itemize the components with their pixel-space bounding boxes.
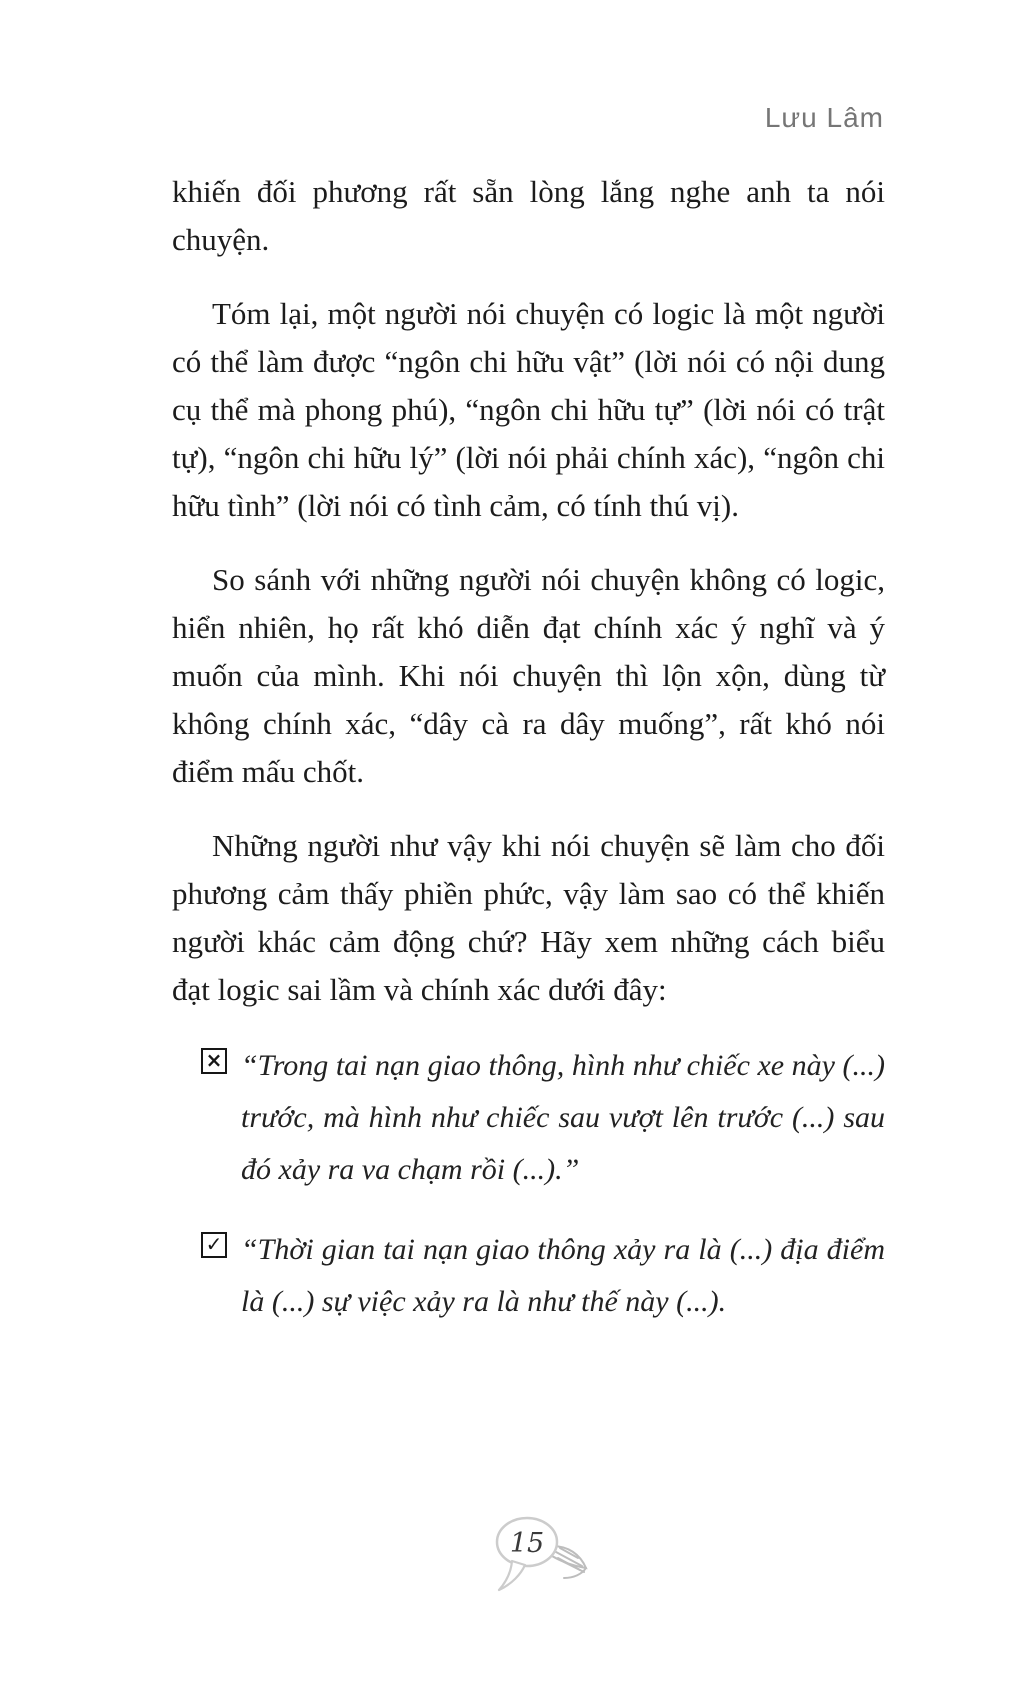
bubble-tail — [499, 1561, 525, 1590]
list-item-wrong-example — [201, 1040, 885, 1196]
paragraph-lead-in: Những người như vậy khi nói chuyện sẽ làm cho đối phương cảm thấy phiền phức, vậy làm sao có thể khiến người khác cảm động chứ? Hãy xem những cách biểu đạt logic sai lầm và chính xác dưới đây: — [172, 828, 885, 1007]
paragraph-summary: Tóm lại, một người nói chuyện có logic là một người có thể làm được “ngôn chi hữu vật” (lời nói có nội dung cụ thể mà phong phú), “ngôn chi hữu tự” (lời nói có trật tự), “ngôn chi hữu lý” (lời nói phải chính xác), “ngôn chi hữu tình” (lời nói có tình cảm, có tính thú vị). — [172, 296, 885, 523]
running-header-author: Lưu Lâm — [764, 102, 884, 133]
page-footer — [494, 1512, 604, 1602]
check-glyph: ✓ — [205, 1232, 223, 1256]
wrong-example-text: “Trong tai nạn giao thông, hình như chiếc xe này (...) trước, mà hình như chiếc sau vượt lên trước (...) sau đó xảy ra va chạm rồi (...).” — [241, 1049, 885, 1186]
page-number: 15 — [509, 1528, 545, 1559]
speech-bubble-icon — [494, 1512, 604, 1602]
page-content — [172, 168, 885, 1356]
paragraph-continuation: khiến đối phương rất sẵn lòng lắng nghe anh ta nói chuyện. — [172, 174, 885, 257]
paragraph-comparison: So sánh với những người nói chuyện không có logic, hiển nhiên, họ rất khó diễn đạt chính xác ý nghĩ và ý muốn của mình. Khi nói chuyện thì lộn xộn, dùng từ không chính xác, “dây cà ra dây muống”, rất khó nói điểm mấu chốt. — [172, 562, 885, 789]
correct-example-text: “Thời gian tai nạn giao thông xảy ra là (...) địa điểm là (...) sự việc xảy ra là như thế này (...). — [241, 1233, 885, 1318]
cross-glyph: × — [205, 1048, 223, 1072]
feather-icon — [552, 1546, 586, 1578]
example-list — [172, 1040, 885, 1328]
checked-checkbox-icon — [201, 1232, 227, 1258]
crossed-checkbox-icon — [201, 1048, 227, 1074]
list-item-correct-example — [201, 1224, 885, 1328]
